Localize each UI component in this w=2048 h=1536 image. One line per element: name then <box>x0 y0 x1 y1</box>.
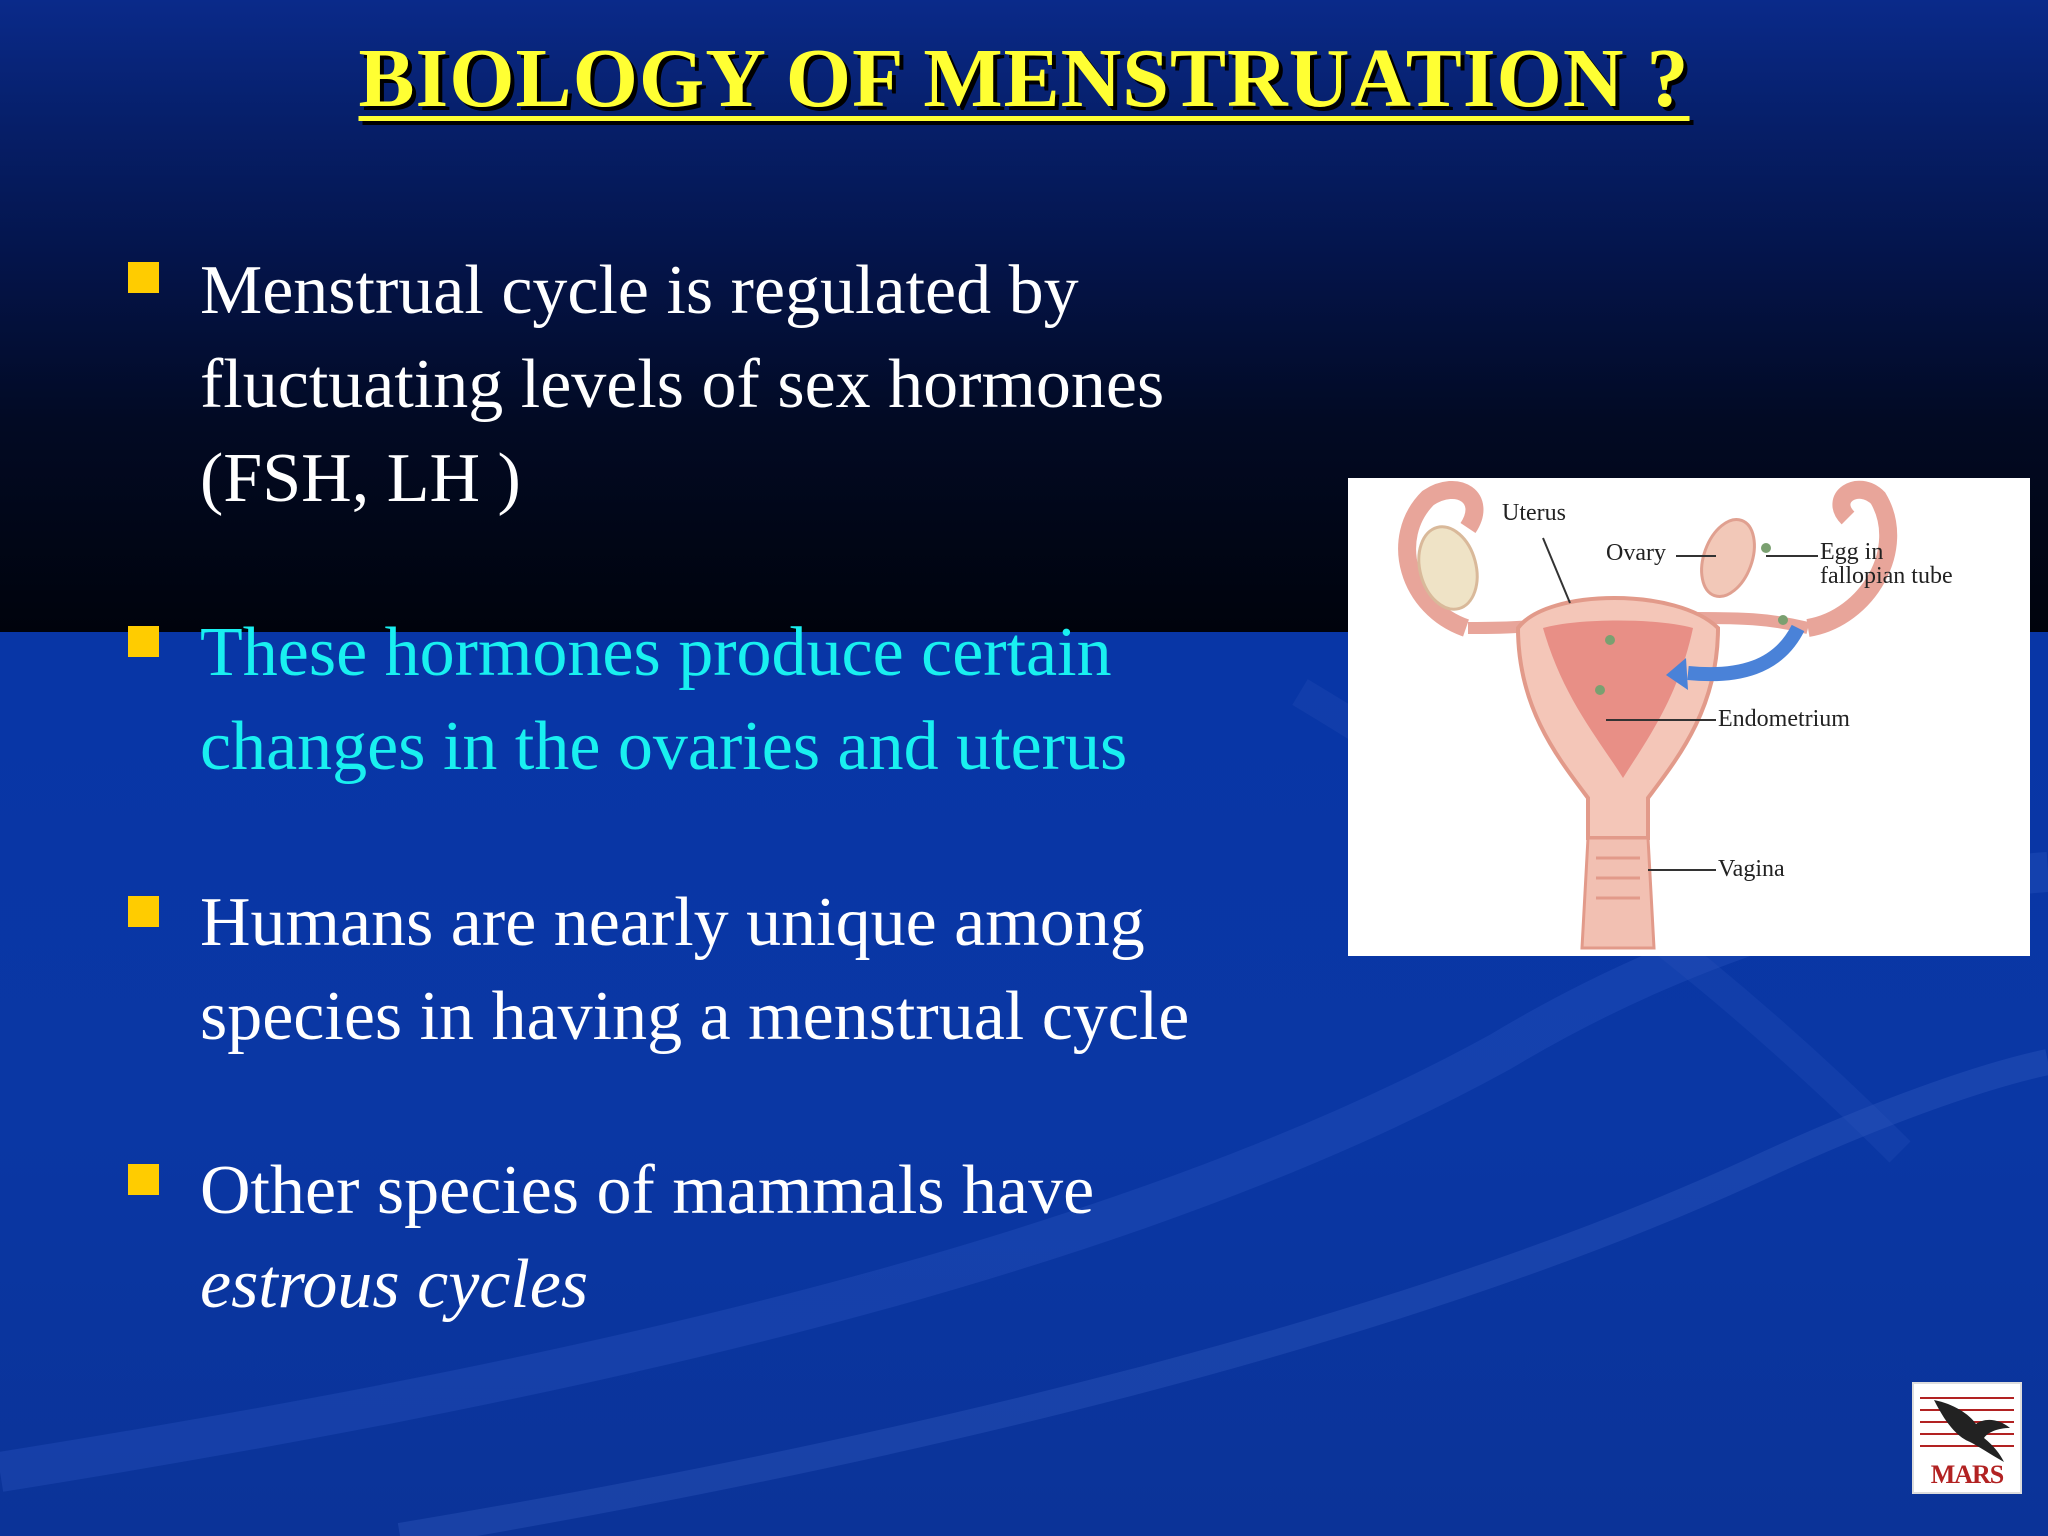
bullet-2-line-2: changes in the ovaries and uterus <box>200 708 1128 785</box>
bullet-2-text <box>200 606 1340 794</box>
bullet-3-line-2: species in having a menstrual cycle <box>200 978 1190 1055</box>
label-ovary: Ovary <box>1606 540 1666 566</box>
bullet-marker <box>128 896 144 912</box>
bullet-4-text <box>200 1144 1340 1332</box>
bullet-marker <box>128 1164 144 1180</box>
bullet-1-line-1: Menstrual cycle is regulated by <box>200 252 1079 329</box>
label-egg-line-1: Egg in <box>1820 539 1884 565</box>
bullet-4-line-1: Other species of mammals have <box>200 1152 1095 1229</box>
mars-logo <box>1912 1382 2022 1494</box>
bullet-3-line-1: Humans are nearly unique among <box>200 884 1145 961</box>
bullet-1-line-3: (FSH, LH ) <box>200 440 521 517</box>
logo-text: MARS <box>1930 1460 2004 1489</box>
bullet-1-line-2: fluctuating levels of sex hormones <box>200 346 1165 423</box>
bullet-marker <box>128 262 144 278</box>
label-egg <box>1820 540 1953 588</box>
bullet-2-line-1: These hormones produce certain <box>200 614 1112 691</box>
estrous-cycles-italic: estrous cycles <box>200 1246 589 1323</box>
bullet-3-text <box>200 876 1340 1064</box>
bullet-1-text <box>200 244 1340 526</box>
label-vagina: Vagina <box>1718 856 1785 882</box>
eagle-icon <box>1914 1384 2020 1464</box>
slide-title: BIOLOGY OF MENSTRUATION ? <box>358 32 1690 125</box>
label-uterus: Uterus <box>1502 500 1566 526</box>
bullet-4-line-2 <box>200 1238 1340 1332</box>
bullet-marker <box>128 626 144 642</box>
label-endometrium: Endometrium <box>1718 706 1850 732</box>
uterus-diagram <box>1348 478 2030 956</box>
label-egg-line-2: fallopian tube <box>1820 563 1953 589</box>
